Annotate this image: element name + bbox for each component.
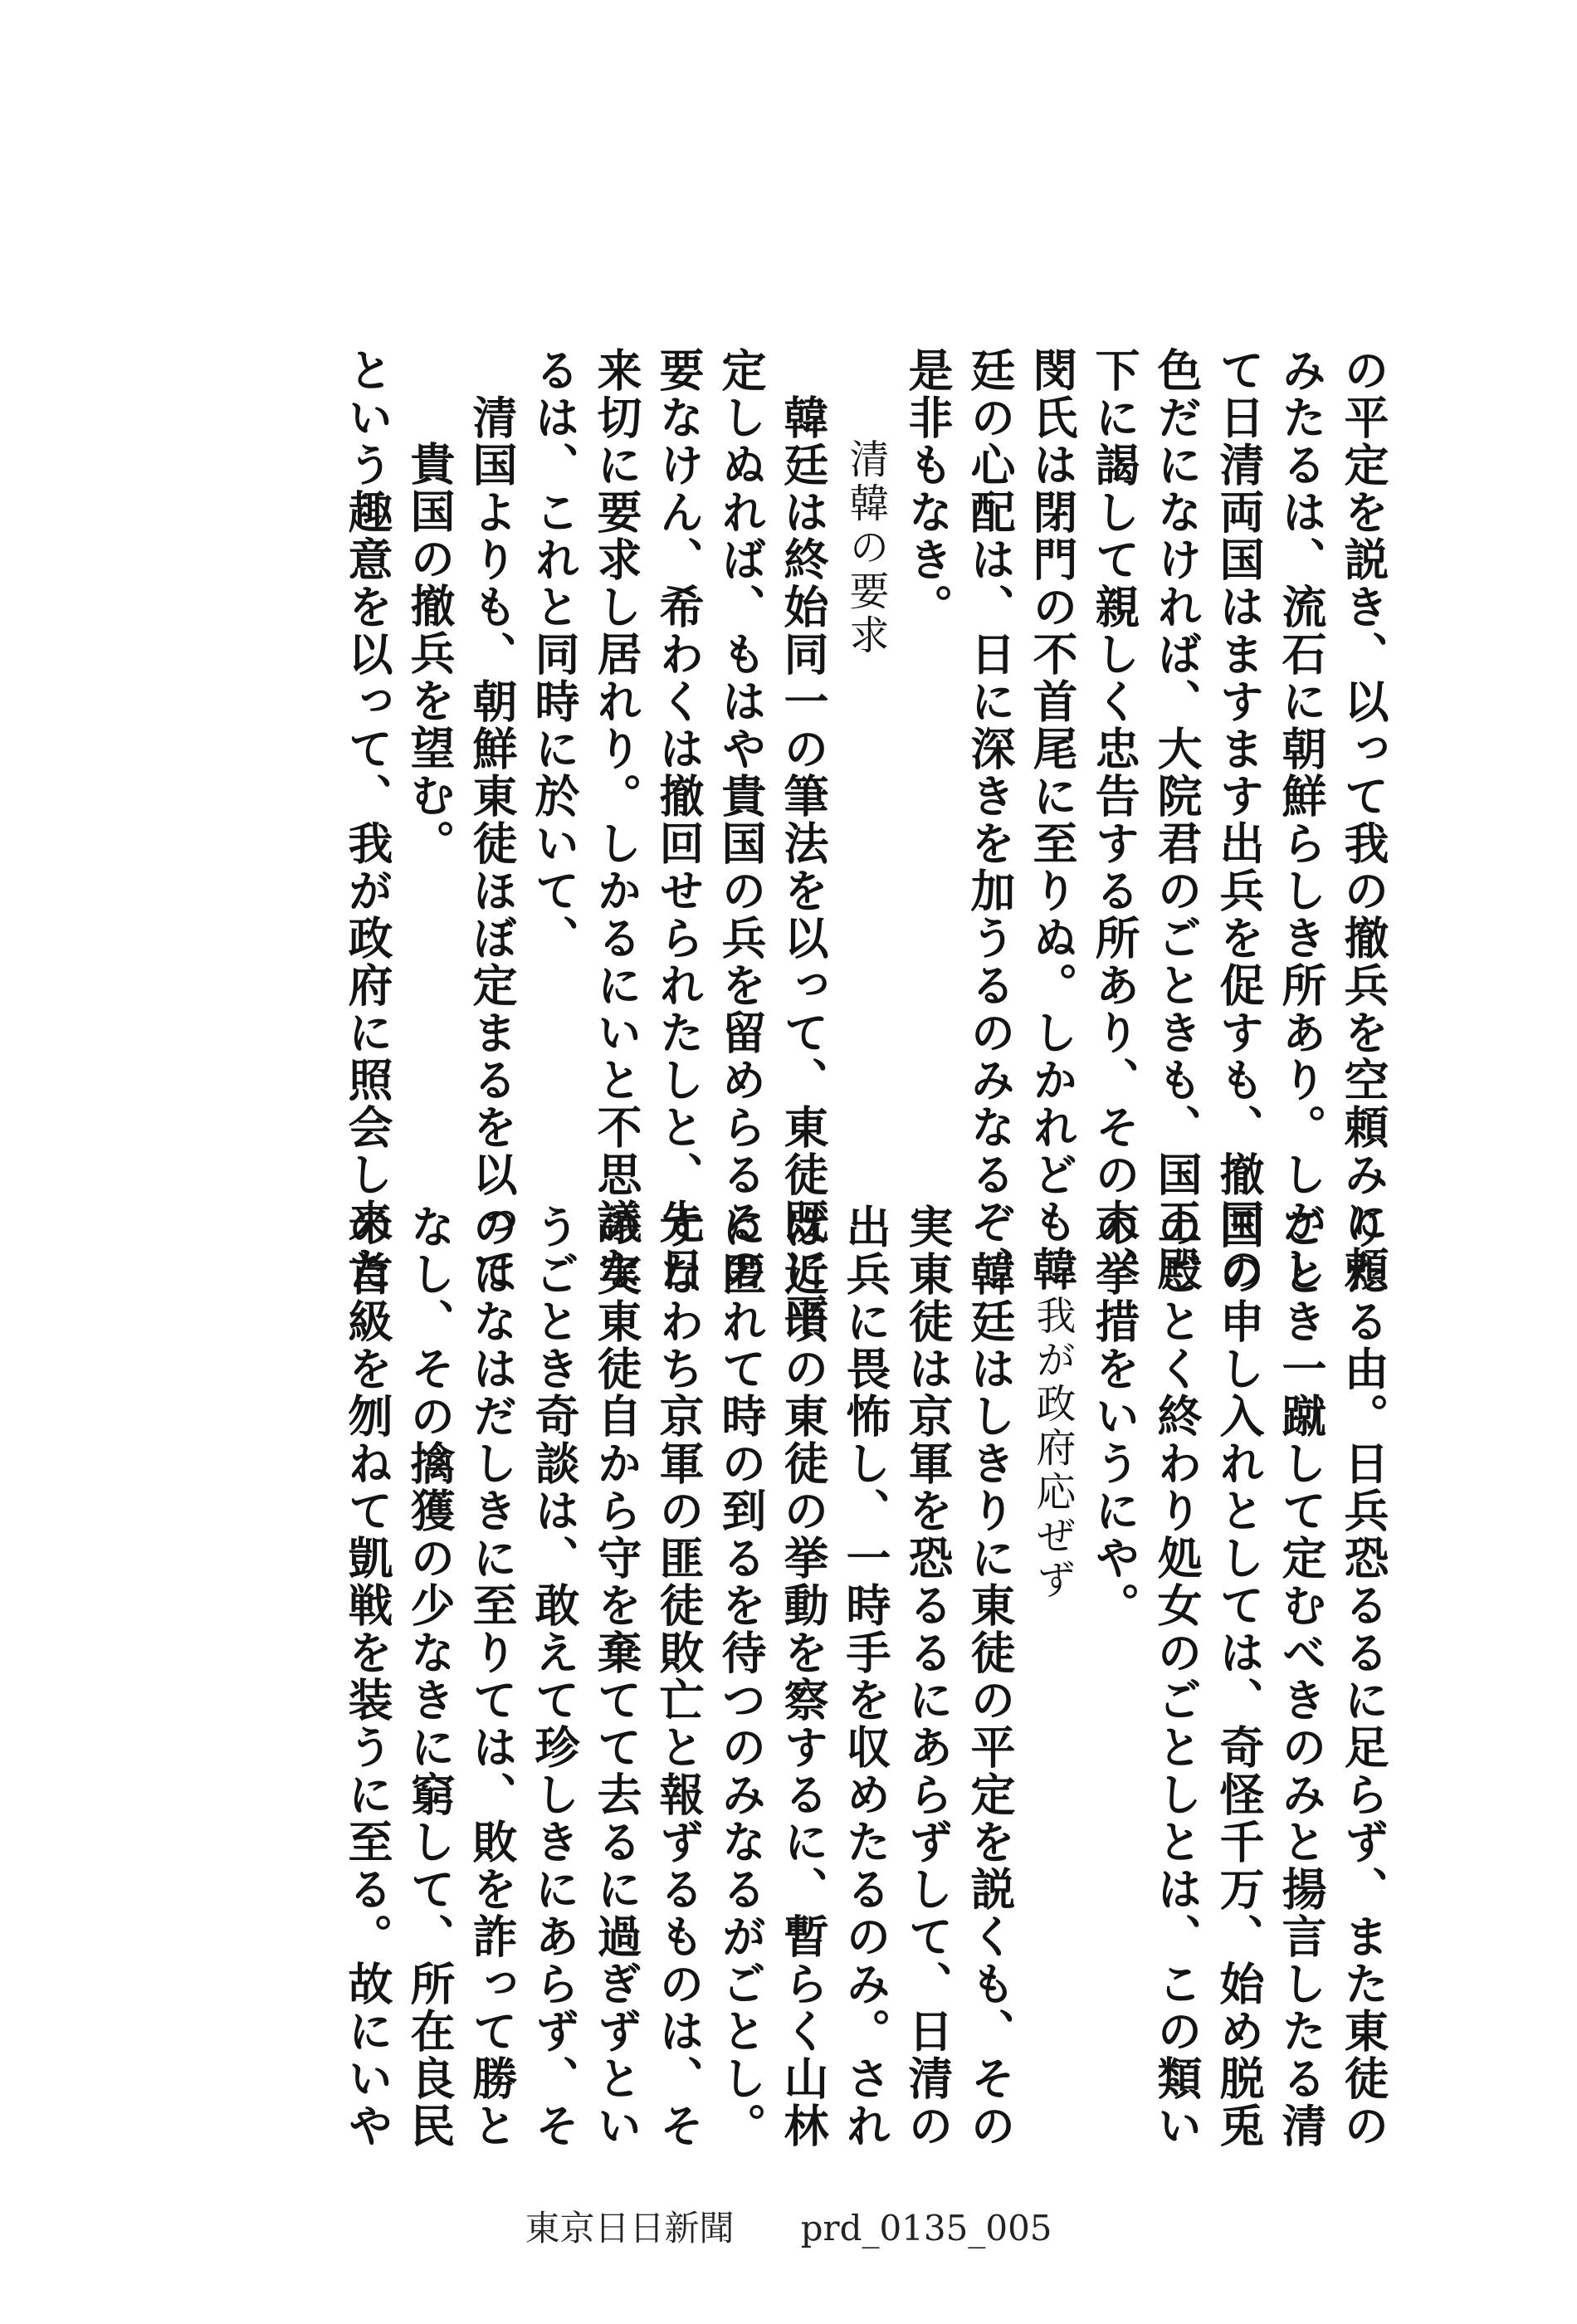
text-line: の首級を刎ねて凱戦を装うに至る。故にいや [341, 1204, 393, 2150]
text-line: 貴国の撤兵を望む。 [403, 441, 456, 867]
section-heading: 清韓の要求 [842, 438, 889, 659]
text-line: の挙措をいうにや。 [1088, 1204, 1140, 1629]
text-line: 韓廷は終始同一の筆法を以って、東徒既に平 [777, 393, 829, 1340]
section-heading: 我が政府応ぜず [1029, 1295, 1076, 1604]
footer-source: 東京日日新聞 [525, 2208, 735, 2248]
text-line: なし、その擒獲の少なきに窮して、所在良民 [403, 1204, 456, 2150]
text-line: 廷の心配は、日に深きを加うるのみなるぞ、 [964, 347, 1016, 1293]
text-line: 下に謁して親しく忠告する所あり、その末、 [1088, 347, 1140, 1293]
text-line: すなわち京軍の匪徒敗亡と報ずるものは、そ [652, 1204, 705, 2150]
text-line: の平定を説き、以って我の撤兵を空頼みに頼 [1337, 347, 1389, 1293]
text-line: 清国よりも、朝鮮東徒ほぼ定まるを以って [466, 393, 518, 1293]
text-line: るは、これと同時に於いて、 [528, 347, 580, 962]
text-line: 閔氏は閉門の不首尾に至りぬ。しかれども韓 [1026, 347, 1078, 1293]
text-line: に匿れて時の到るを待つのみなるがごとし。 [715, 1204, 767, 2150]
upper-text-block [336, 347, 1394, 1340]
text-line: のごとく終わり処女のごとしとは、この類い [1150, 1204, 1203, 2150]
text-line: みたるは、流石に朝鮮らしき所あり。しかし [1275, 347, 1327, 1293]
text-line: のはなはだしきに至りては、敗を詐って勝と [466, 1204, 518, 2150]
text-line: 国の申し入れとしては、奇怪千万、始め脱兎 [1213, 1204, 1265, 2150]
text-line: 定しぬれば、もはや貴国の兵を留めらるるの [715, 347, 767, 1293]
footer-id: prd_0135_005 [800, 2208, 1052, 2248]
text-line: て日清両国はますます出兵を促すも、撤回の [1213, 347, 1265, 1293]
text-line: 実東徒は京軍を恐るるにあらずして、日清の [901, 1204, 954, 2150]
page-footer [0, 2201, 1577, 2251]
text-line: という趣意を以って、我が政府に照会し来た [341, 347, 393, 1293]
lower-text-block [336, 1204, 1394, 2150]
text-line: ば近頃の東徒の挙動を察するに、暫らく山林 [777, 1204, 829, 2150]
text-line: 来切に要求し居れり。しかるにいと不思議な [590, 347, 642, 1293]
text-line: ごとき一蹴して定むべきのみと揚言したる清 [1275, 1204, 1327, 2150]
text-line: 色だになければ、大院君のごときも、国王殿 [1150, 347, 1203, 1293]
text-line: うごとき奇談は、敢えて珍しきにあらず、そ [528, 1204, 580, 2150]
text-line: の実東徒自から守を棄てて去るに過ぎずとい [590, 1204, 642, 2150]
text-line: 要なけん、希わくは撤回せられたしと、先日 [652, 347, 705, 1293]
text-line: りたる由。日兵恐るるに足らず、また東徒の [1337, 1204, 1389, 2150]
text-line: 韓廷はしきりに東徒の平定を説くも、その [964, 1250, 1016, 2150]
text-line: 是非もなき。 [901, 347, 954, 631]
text-line: 出兵に畏怖し、一時手を収めたるのみ。され [839, 1204, 891, 2150]
